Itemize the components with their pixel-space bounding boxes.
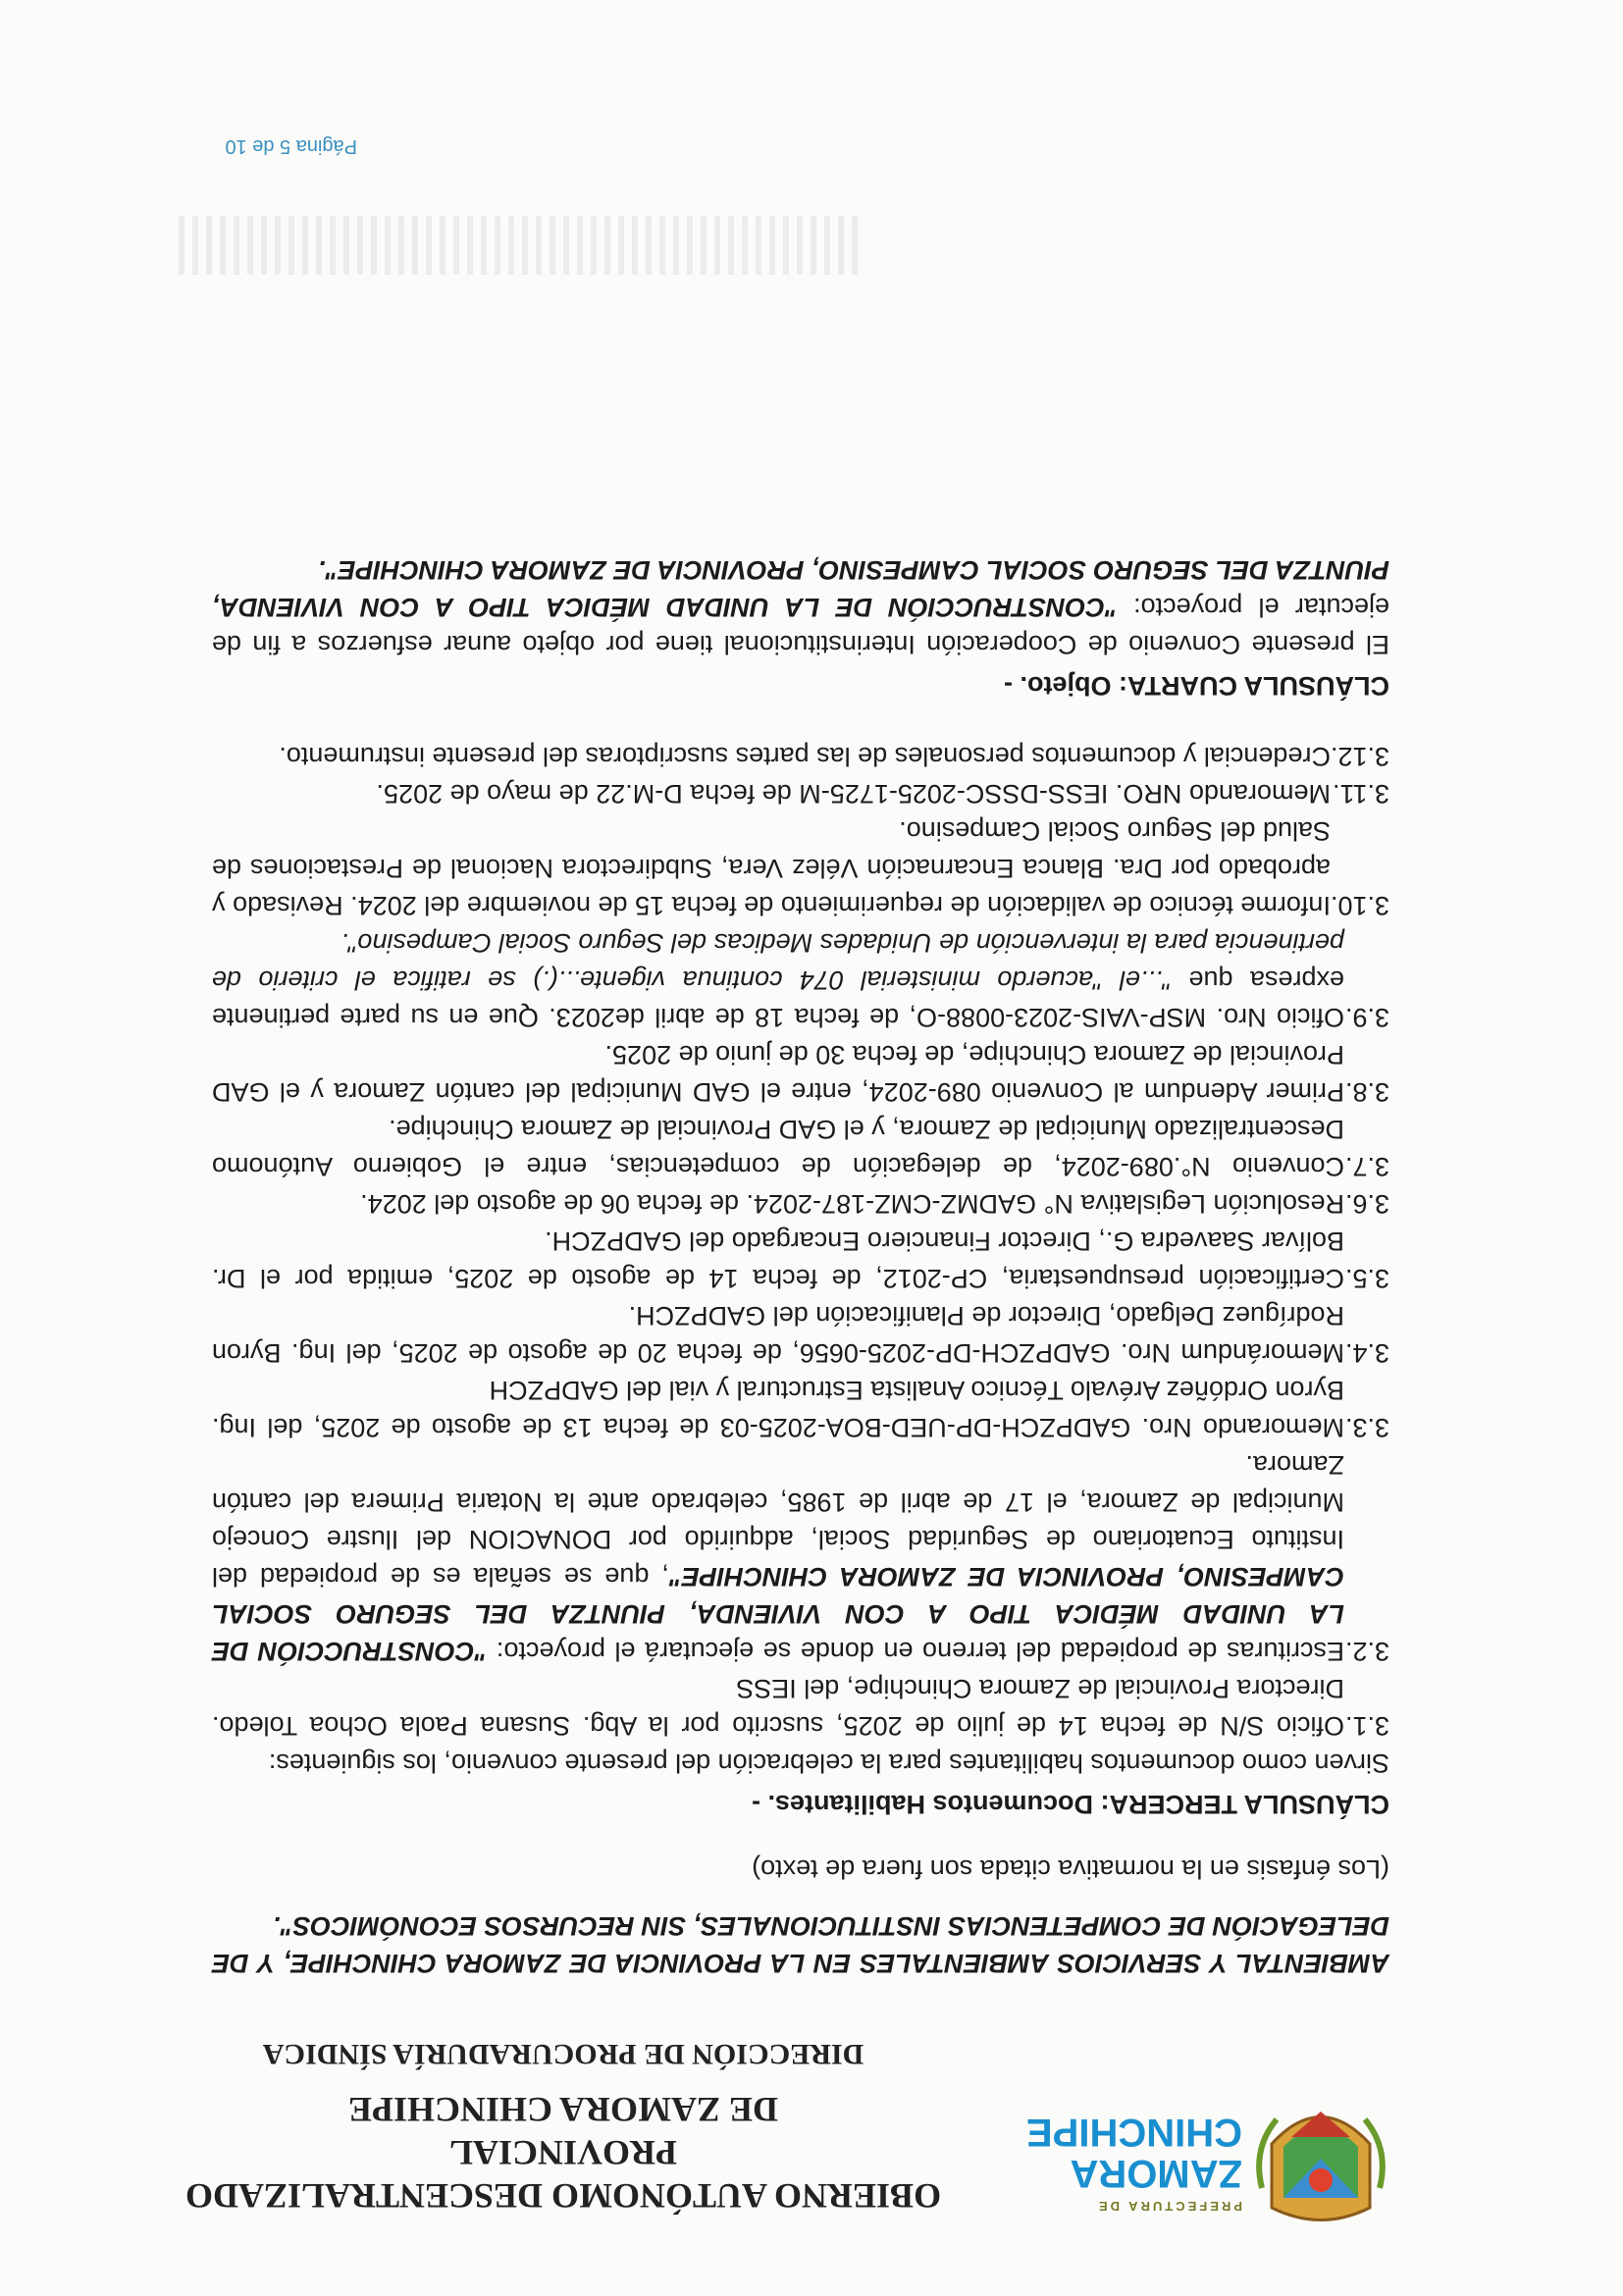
institution-line-1: OBIERNO AUTÓNOMO DESCENTRALIZADO PROVINCIAL bbox=[184, 2133, 942, 2216]
list-item: 3.2.Escrituras de propiedad del terreno en donde se ejecutará el proyecto: "CONSTRUCCIÓN DE LA UNIDAD MÉDICA TIPO A CON VIVIENDA, PIUNTZA DEL SEGURO SOCIAL CAMPESINO, PROVINCIA DE ZAMORA CHINCHIPE", que se señala es de propiedad del Instituto Ecuatoriano de Seguridad Social, adquirido por DONACION del Ilustre Concejo Municipal de Zamora, el 17 de abril de 1985, celebrado ante la Notaria Primera del cantón Zamora. bbox=[211, 1450, 1389, 1666]
bleed-through-text bbox=[171, 216, 858, 275]
page-number: Página 5 de 10 bbox=[225, 135, 357, 157]
list-item: 3.1.Oficio S/N de fecha 14 de julio de 2025, suscrito por la Abg. Susana Paola Ochoa Toledo. Directora Provincial de Zamora Chinchipe, del IESS bbox=[212, 1674, 1389, 1741]
clause-4-body: El presente Convenio de Cooperación Interinstitucional tiene por objeto aunar esfuerzos a fin de ejecutar el proyecto: "CONSTRUCCIÓN DE LA UNIDAD MÉDICA TIPO A CON VIVIENDA, PIUNTZA DEL SEGURO SOCIAL CAMPESINO, PROVINCIA DE ZAMORA CHINCHIPE". bbox=[212, 555, 1389, 659]
list-item: 3.4.Memorándum Nro. GADPZCH-DP-2025-0656, de fecha 20 de agosto de 2025, del Ing. Byron Rodríguez Delgado, Director de Planificación del GADPZCH. bbox=[212, 1301, 1389, 1368]
letterhead bbox=[63, 2002, 1564, 2227]
clause-4-title: CLÁUSULA CUARTA: Objeto. - bbox=[1004, 671, 1389, 701]
brand-line-1: ZAMORA bbox=[1070, 2152, 1242, 2195]
clause-3-title: CLÁUSULA TERCERA: Documentos Habilitantes. - bbox=[751, 1790, 1389, 1819]
brand-prefix: PREFECTURA DE bbox=[1095, 2199, 1242, 2214]
list-item: 3.9.Oficio Nro. MSP-VAIS-2023-0088-O, de fecha 18 de abril de2023. Que en su parte pertinente expresa que "...el "acuerdo ministerial 074 continua vigente...(.) se ratifica el criterio de pertinencia para la intervención de Unidades Medicas del Seguro Social Campesino". bbox=[211, 928, 1389, 1032]
enabling-documents-list bbox=[212, 738, 1389, 1745]
list-item: 3.12.Credencial y documentos personales de las partes suscriptoras del presente instrumento. bbox=[279, 742, 1389, 771]
clause-3-intro: Sirven como documentos habilitantes para la celebración del presente convenio, los siguientes: bbox=[268, 1748, 1389, 1778]
list-item: 3.6.Resolución Legislativa N° GADMZ-CMZ-187-2024. de fecha 06 de agosto del 2024. bbox=[360, 1189, 1389, 1219]
document-body bbox=[212, 551, 1389, 1982]
brand-name bbox=[1026, 2112, 1242, 2194]
coat-of-arms-icon bbox=[1252, 2080, 1389, 2227]
department-title: DIRECCIÓN DE PROCURADURÍA SÍNDICA bbox=[262, 2038, 864, 2070]
brand-line-2: CHINCHIPE bbox=[1025, 2111, 1242, 2154]
list-item: 3.11.Memorando NRO. IESS-DSSC-2025-1725-M de fecha D-M.22 de mayo de 2025. bbox=[376, 779, 1389, 809]
list-item: 3.8.Primer Adendum al Convenio 089-2024, entre el GAD Municipal del cantón Zamora y el GAD Provincial de Zamora Chinchipe, de fecha 30 de junio de 2025. bbox=[212, 1040, 1389, 1107]
list-item: 3.10.Informe técnico de validación de requerimiento de fecha 15 de noviembre del 2024. Revisado y aprobado por Dra. Blanca Encarnación Vélez Vera, Subdirectora Nacional de Prestaciones de Salud del Seguro Social Campesino. bbox=[212, 816, 1389, 920]
list-item: 3.3.Memorando Nro. GADPZCH-DP-UED-BOA-2025-03 de fecha 13 de agosto de 2025, del Ing. Byron Ordóñez Arévalo Técnico Analista Estructural y vial del GADPZCH bbox=[212, 1376, 1389, 1442]
previous-clause-continuation: AMBIENTAL Y SERVICIOS AMBIENTALES EN LA PROVINCIA DE ZAMORA CHINCHIPE, Y DE DELEGACIÓN DE COMPETENCIAS INSTITUCIONALES, SIN RECURSOS ECONÓMICOS". bbox=[212, 1911, 1389, 1978]
institution-name bbox=[73, 2088, 1054, 2218]
emphasis-note: (Los énfasis en la normativa citada son fuera de texto) bbox=[752, 1854, 1389, 1884]
prefectura-logo bbox=[1025, 2080, 1389, 2227]
institution-line-2: DE ZAMORA CHINCHIPE bbox=[347, 2090, 779, 2129]
list-item: 3.7.Convenio N°.089-2024, de delegación de competencias, entre el Gobierno Autónomo Descentralizado Municipal de Zamora, y el GAD Provincial de Zamora Chinchipe. bbox=[212, 1115, 1389, 1181]
list-item: 3.5.Certificación presupuestaria, CP-2012, de fecha 14 de agosto de 2025, emitida por el Dr. Bolívar Saavedra G., Director Financiero Encargado del GADPZCH. bbox=[212, 1226, 1389, 1293]
